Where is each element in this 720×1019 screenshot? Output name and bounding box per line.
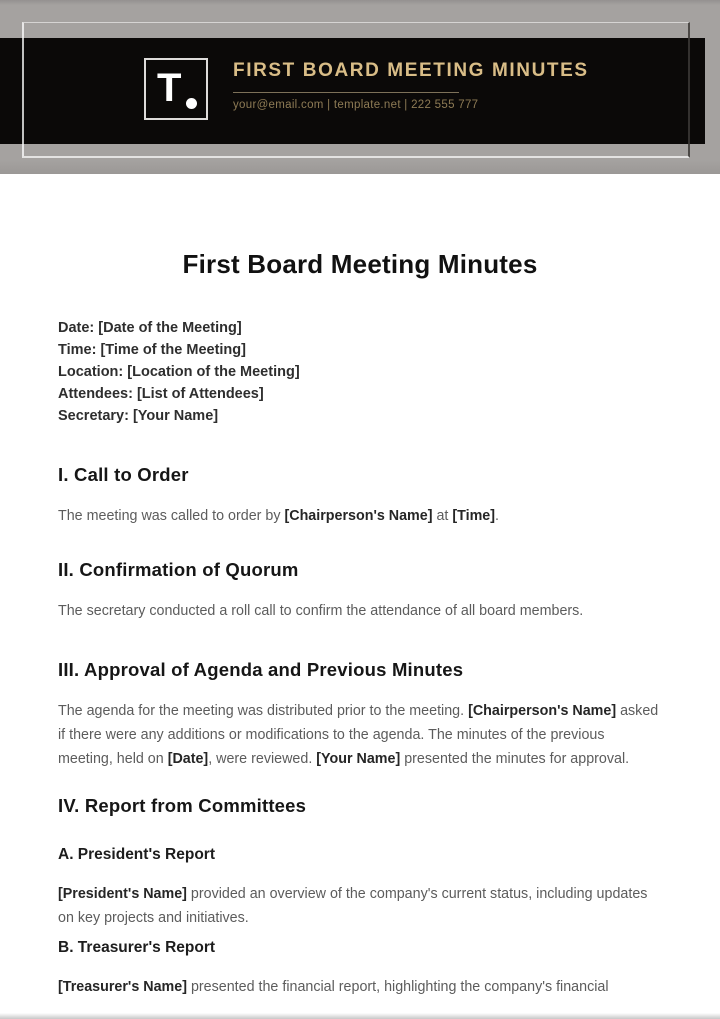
document-title: First Board Meeting Minutes — [182, 249, 538, 279]
placeholder-token: [Chairperson's Name] — [468, 703, 617, 719]
paragraph-text: at — [432, 508, 453, 524]
section-paragraph — [58, 599, 662, 623]
placeholder-token: [Date] — [167, 751, 209, 767]
subsection-heading: A. President's Report — [58, 846, 215, 863]
placeholder-token: [President's Name] — [58, 886, 187, 902]
paragraph-text: presented the financial report, highlighting the company's financial — [186, 979, 609, 995]
document-body — [0, 174, 720, 999]
paragraph-text: asked if there were any additions or modifications to the agenda. The minutes of the previous meeting, held on — [58, 703, 659, 767]
letterhead-contact-info: your@email.com | template.net | 222 555 777 — [233, 99, 479, 111]
section-paragraph — [58, 975, 662, 999]
logo-letter: T — [157, 66, 182, 110]
section-heading: II. Confirmation of Quorum — [58, 559, 299, 580]
meta-line: Location: [Location of the Meeting] — [58, 364, 300, 380]
sections-block — [58, 464, 662, 999]
section-heading: III. Approval of Agenda and Previous Minutes — [58, 659, 464, 680]
paragraph-text: presented the minutes for approval. — [400, 751, 630, 767]
section-paragraph — [58, 504, 662, 528]
paragraph-text: . — [495, 508, 499, 524]
placeholder-token: [Time] — [452, 508, 495, 524]
paragraph-text: The meeting was called to order by — [58, 508, 285, 524]
placeholder-token: [Your Name] — [316, 751, 401, 767]
letterhead-title: FIRST BOARD MEETING MINUTES — [233, 60, 589, 81]
section-heading: IV. Report from Committees — [58, 795, 307, 816]
paragraph-text: provided an overview of the company's current status, including updates on key projects and initiatives. — [58, 886, 648, 926]
placeholder-token: [Treasurer's Name] — [58, 979, 187, 995]
paragraph-text: The secretary conducted a roll call to confirm the attendance of all board members. — [58, 603, 584, 619]
meta-line: Date: [Date of the Meeting] — [58, 320, 242, 336]
subsection-heading: B. Treasurer's Report — [58, 939, 216, 956]
meeting-meta-block — [58, 317, 662, 427]
meta-line: Secretary: [Your Name] — [58, 408, 219, 424]
letterhead-outline-frame — [22, 22, 690, 158]
paragraph-text: The agenda for the meeting was distributed prior to the meeting. — [58, 703, 469, 719]
section-heading: I. Call to Order — [58, 464, 189, 485]
section-paragraph — [58, 882, 662, 930]
section-paragraph — [58, 699, 662, 771]
paragraph-text: , were reviewed. — [208, 751, 317, 767]
page-bottom-fade — [0, 1013, 720, 1019]
placeholder-token: [Chairperson's Name] — [284, 508, 433, 524]
meta-line: Attendees: [List of Attendees] — [58, 386, 264, 402]
meta-line: Time: [Time of the Meeting] — [58, 342, 246, 358]
